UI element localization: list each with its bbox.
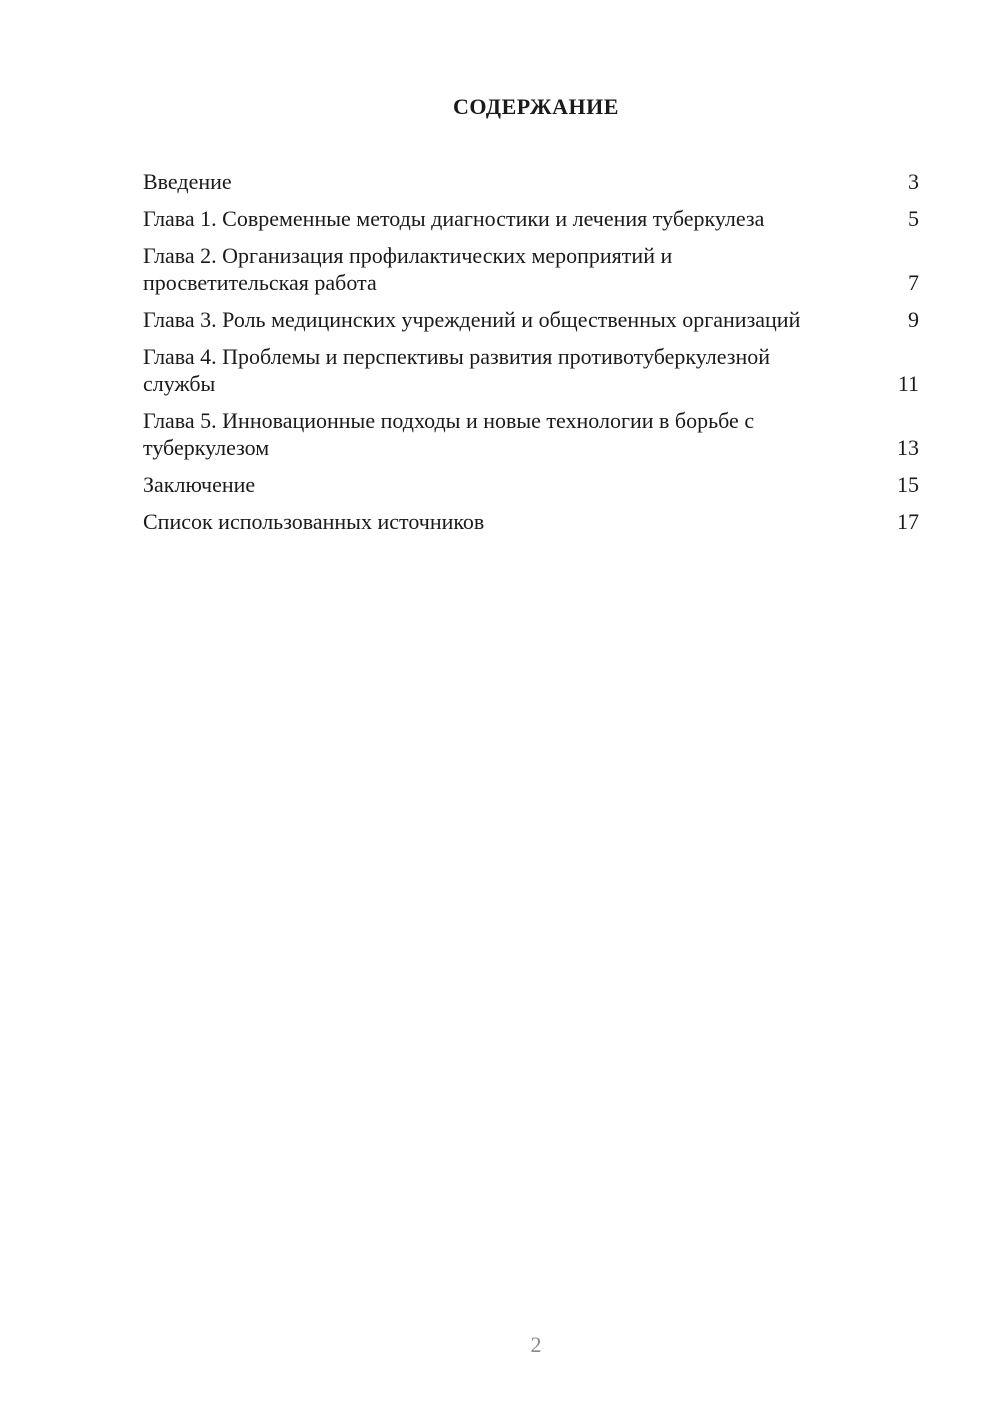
toc-entry-text: Список использованных источников: [143, 509, 485, 534]
toc-entry-conclusion: [143, 471, 919, 498]
toc-entry-page: 5: [908, 206, 919, 231]
toc-entry-page: 13: [897, 435, 919, 460]
toc-entry-text: Заключение: [143, 472, 256, 497]
toc-entry-text: Глава 1. Современные методы диагностики и лечения туберкулеза: [143, 206, 765, 231]
toc-entry-chapter-4: [143, 343, 919, 397]
toc-entry-references: [143, 508, 919, 535]
toc-entry-page: 15: [897, 472, 919, 497]
toc-entry-page: 17: [897, 509, 919, 534]
toc-entry-page: 3: [908, 169, 919, 194]
toc-entry-text: Глава 3. Роль медицинских учреждений и общественных организаций: [143, 307, 801, 332]
toc-entry-text: Введение: [143, 169, 232, 194]
toc-entry-page: 9: [908, 307, 919, 332]
toc-entry-chapter-3: [143, 306, 919, 333]
toc-entry-page: 7: [908, 270, 919, 295]
page-number: 2: [530, 1332, 542, 1357]
toc-entry-text: Глава 5. Инновационные подходы и новые технологии в борьбе с туберкулезом: [143, 408, 755, 460]
toc-title: СОДЕРЖАНИЕ: [453, 94, 619, 119]
toc-entry-text: Глава 2. Организация профилактических мероприятий и просветительская работа: [143, 243, 673, 295]
toc-entry-page: 11: [897, 371, 919, 396]
toc-entry-chapter-2: [143, 242, 919, 296]
toc-entry-chapter-5: [143, 407, 919, 461]
toc-entry-chapter-1: [143, 205, 919, 232]
toc-entry-text: Глава 4. Проблемы и перспективы развития противотуберкулезной службы: [143, 344, 771, 396]
toc-entry-introduction: [143, 168, 919, 195]
table-of-contents: [143, 168, 919, 545]
